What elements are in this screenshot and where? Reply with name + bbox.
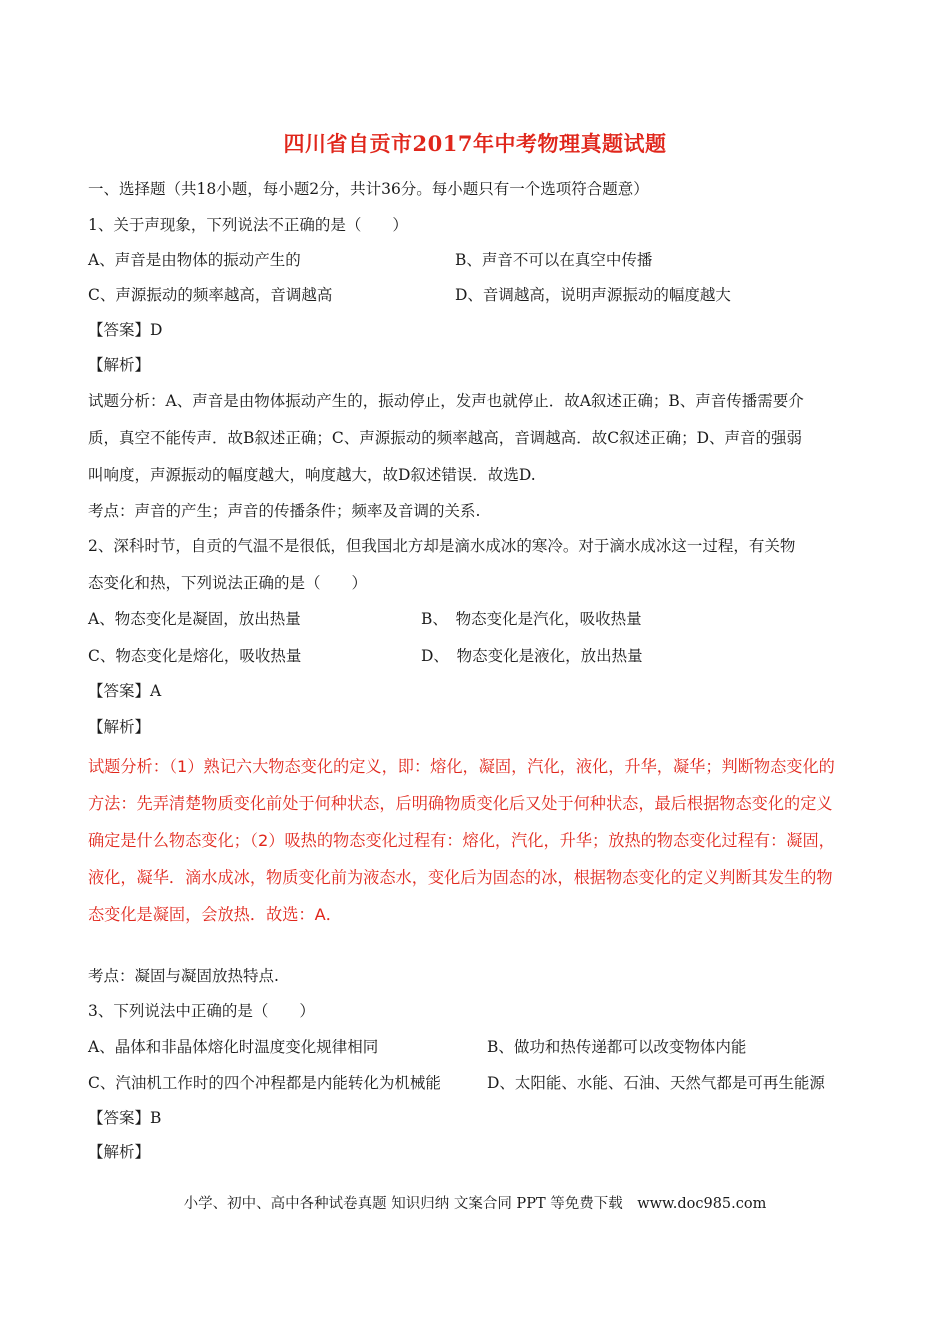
q2-stem-line-1: 2、深科时节，自贡的气温不是很低，但我国北方却是滴水成冰的寒冷。对于滴水成冰这一过程，有关物 (88, 537, 796, 555)
q1-analysis-line-3: 叫响度，声源振动的幅度越大，响度越大，故D叙述错误．故选D. (88, 466, 536, 484)
q3-option-d: D、太阳能、水能、石油、天然气都是可再生能源 (487, 1074, 825, 1092)
page-footer: 小学、初中、高中各种试卷真题 知识归纳 文案合同 PPT 等免费下载 www.doc985.com (183, 1196, 767, 1212)
q2-analysis-line-1: 试题分析：（1）熟记六大物态变化的定义，即：熔化，凝固，汽化，液化，升华，凝华；判断物态变化的 (88, 757, 835, 776)
q3-analysis-label: 【解析】 (88, 1143, 151, 1161)
q1-option-b: B、声音不可以在真空中传播 (455, 251, 653, 269)
q1-kaodian: 考点：声音的产生；声音的传播条件；频率及音调的关系. (88, 502, 481, 520)
q2-answer: 【答案】A (88, 682, 162, 700)
q2-option-b: B、 物态变化是汽化，吸收热量 (421, 610, 642, 628)
q2-kaodian: 考点：凝固与凝固放热特点. (88, 967, 279, 985)
q2-analysis-label: 【解析】 (88, 718, 151, 736)
document-title: 四川省自贡市2017年中考物理真题试题 (283, 131, 667, 156)
q1-analysis-line-1: 试题分析：A、声音是由物体振动产生的，振动停止，发声也就停止．故A叙述正确；B、声音传播需要介 (88, 392, 804, 410)
q2-analysis-line-4: 液化，凝华．滴水成冰，物质变化前为液态水，变化后为固态的冰，根据物态变化的定义判断其发生的物 (88, 868, 833, 887)
q3-stem: 3、下列说法中正确的是（ ） (88, 1002, 315, 1020)
section-header: 一、选择题（共18小题，每小题2分，共计36分。每小题只有一个选项符合题意） (88, 180, 649, 198)
q1-option-a: A、声音是由物体的振动产生的 (88, 251, 301, 269)
q1-answer: 【答案】D (88, 321, 163, 339)
q1-analysis-label: 【解析】 (88, 356, 151, 374)
q1-stem: 1、关于声现象，下列说法不正确的是（ ） (88, 216, 408, 234)
q2-analysis-line-3: 确定是什么物态变化；（2）吸热的物态变化过程有：熔化，汽化，升华；放热的物态变化过程有：凝固， (88, 831, 835, 850)
q2-option-a: A、物态变化是凝固，放出热量 (88, 610, 301, 628)
q2-option-d: D、 物态变化是液化，放出热量 (421, 647, 643, 665)
q2-stem-line-2: 态变化和热，下列说法正确的是（ ） (88, 574, 368, 592)
q1-option-c: C、声源振动的频率越高，音调越高 (88, 286, 333, 304)
q3-option-c: C、汽油机工作时的四个冲程都是内能转化为机械能 (88, 1074, 441, 1092)
q3-answer: 【答案】B (88, 1109, 162, 1127)
q2-analysis-line-2: 方法：先弄清楚物质变化前处于何种状态，后明确物质变化后又处于何种状态，最后根据物态变化的定义 (88, 794, 833, 813)
q1-analysis-line-2: 质，真空不能传声．故B叙述正确；C、声源振动的频率越高，音调越高．故C叙述正确；D、声音的强弱 (88, 429, 803, 447)
q1-option-d: D、音调越高，说明声源振动的幅度越大 (455, 286, 731, 304)
q3-option-b: B、做功和热传递都可以改变物体内能 (487, 1038, 747, 1056)
q3-option-a: A、晶体和非晶体熔化时温度变化规律相同 (88, 1038, 379, 1056)
q2-option-c: C、物态变化是熔化，吸收热量 (88, 647, 302, 665)
q2-analysis-line-5: 态变化是凝固，会放热．故选：A． (88, 905, 342, 924)
